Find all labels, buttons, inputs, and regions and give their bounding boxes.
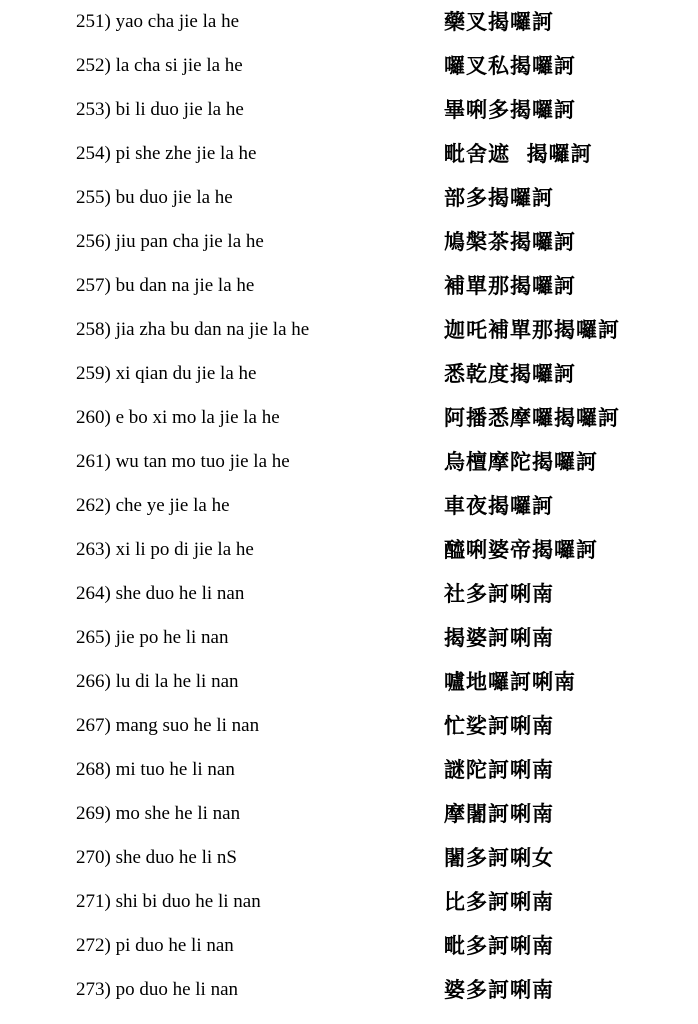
mantra-line: [0, 711, 698, 741]
pinyin-text: 271) shi bi duo he li nan: [76, 891, 261, 912]
mantra-line: [0, 843, 698, 873]
chinese-text: 毗多訶唎南: [444, 933, 554, 958]
pinyin-text: 253) bi li duo jie la he: [76, 99, 244, 120]
pinyin-text: 266) lu di la he li nan: [76, 671, 239, 692]
mantra-line: [0, 7, 698, 37]
chinese-text: 闍多訶唎女: [444, 845, 554, 870]
pinyin-text: 273) po duo he li nan: [76, 979, 239, 1000]
pinyin-text: 265) jie po he li nan: [76, 627, 229, 648]
pinyin-text: 272) pi duo he li nan: [76, 935, 234, 956]
pinyin-text: 270) she duo he li nS: [76, 847, 237, 868]
chinese-text: 比多訶唎南: [444, 889, 554, 914]
mantra-line: [0, 359, 698, 389]
mantra-line: [0, 95, 698, 125]
mantra-line: [0, 403, 698, 433]
pinyin-text: 257) bu dan na jie la he: [76, 275, 255, 296]
chinese-text: 忙娑訶唎南: [444, 713, 554, 738]
chinese-text: 車夜揭囉訶: [444, 493, 554, 518]
chinese-text: 囉叉私揭囉訶: [444, 53, 576, 78]
chinese-text: 嚧地囉訶唎南: [444, 669, 576, 694]
mantra-line: [0, 183, 698, 213]
chinese-text: 悉乾度揭囉訶: [444, 361, 576, 386]
mantra-line: [0, 491, 698, 521]
pinyin-text: 260) e bo xi mo la jie la he: [76, 407, 280, 428]
mantra-line: [0, 887, 698, 917]
mantra-line: [0, 447, 698, 477]
mantra-line: [0, 315, 698, 345]
chinese-text: 阿播悉摩囉揭囉訶: [444, 405, 620, 430]
chinese-text: 藥叉揭囉訶: [444, 9, 554, 34]
chinese-text: 補單那揭囉訶: [444, 273, 576, 298]
chinese-text: 畢唎多揭囉訶: [444, 97, 576, 122]
pinyin-text: 268) mi tuo he li nan: [76, 759, 235, 780]
mantra-line: [0, 755, 698, 785]
pinyin-text: 259) xi qian du jie la he: [76, 363, 257, 384]
chinese-text: 毗舍遮 揭囉訶: [444, 141, 593, 166]
mantra-line: [0, 271, 698, 301]
pinyin-text: 256) jiu pan cha jie la he: [76, 231, 264, 252]
chinese-text: 婆多訶唎南: [444, 977, 554, 1002]
chinese-text: 部多揭囉訶: [444, 185, 554, 210]
pinyin-text: 264) she duo he li nan: [76, 583, 245, 604]
chinese-text: 鳩槃茶揭囉訶: [444, 229, 576, 254]
chinese-text: 烏檀摩陀揭囉訶: [444, 449, 598, 474]
chinese-text: 謎陀訶唎南: [444, 757, 554, 782]
mantra-line: [0, 931, 698, 961]
pinyin-text: 263) xi li po di jie la he: [76, 539, 254, 560]
pinyin-text: 251) yao cha jie la he: [76, 11, 240, 32]
mantra-line: [0, 623, 698, 653]
mantra-line: [0, 535, 698, 565]
pinyin-text: 254) pi she zhe jie la he: [76, 143, 257, 164]
chinese-text: 揭婆訶唎南: [444, 625, 554, 650]
chinese-text: 迦吒補單那揭囉訶: [444, 317, 620, 342]
pinyin-text: 267) mang suo he li nan: [76, 715, 260, 736]
chinese-text: 摩闍訶唎南: [444, 801, 554, 826]
mantra-line: [0, 975, 698, 1005]
mantra-line: [0, 51, 698, 81]
mantra-line: [0, 667, 698, 697]
chinese-text: 社多訶唎南: [444, 581, 554, 606]
chinese-text: 醯唎婆帝揭囉訶: [444, 537, 598, 562]
mantra-line: [0, 799, 698, 829]
pinyin-text: 269) mo she he li nan: [76, 803, 241, 824]
pinyin-text: 261) wu tan mo tuo jie la he: [76, 451, 290, 472]
pinyin-text: 258) jia zha bu dan na jie la he: [76, 319, 310, 340]
mantra-line: [0, 139, 698, 169]
pinyin-text: 255) bu duo jie la he: [76, 187, 233, 208]
mantra-line: [0, 227, 698, 257]
pinyin-text: 252) la cha si jie la he: [76, 55, 243, 76]
mantra-line: [0, 579, 698, 609]
pinyin-text: 262) che ye jie la he: [76, 495, 230, 516]
